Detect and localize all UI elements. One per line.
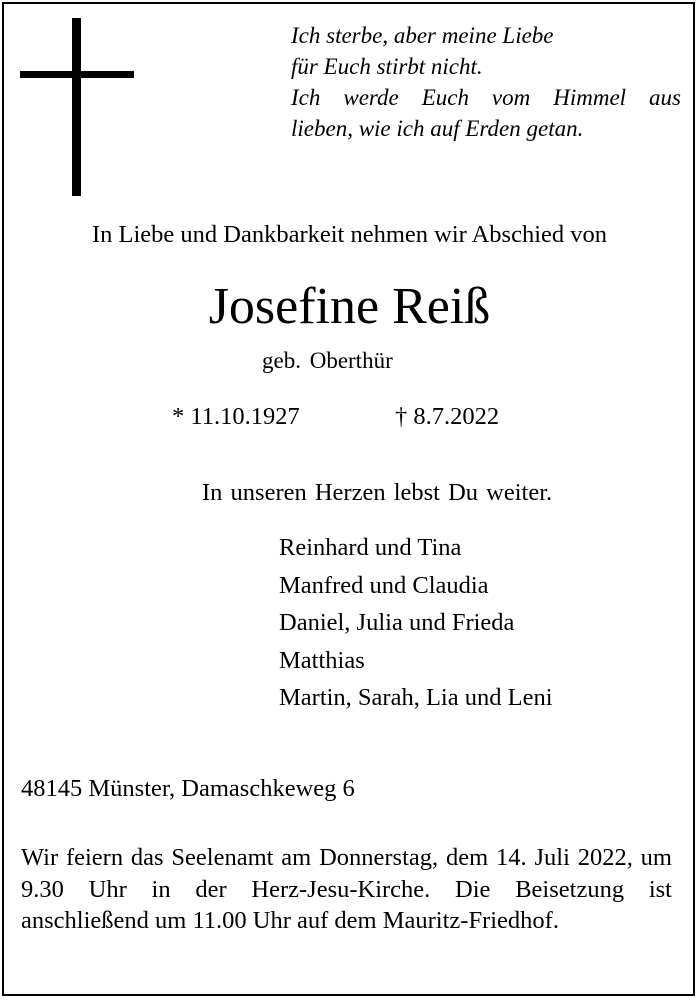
cross-icon <box>20 18 136 198</box>
family-member: Reinhard und Tina <box>279 534 462 561</box>
poem <box>291 20 681 144</box>
birth-name: geb. Oberthür <box>262 348 393 373</box>
poem-line: Ich sterbe, aber meine Liebe <box>291 23 554 48</box>
family-member: Daniel, Julia und Frieda <box>279 609 515 636</box>
address: 48145 Münster, Damaschkeweg 6 <box>21 775 355 802</box>
poem-line: Ich werde Euch vom Himmel aus <box>291 85 681 110</box>
intro-text: In Liebe und Dankbarkeit nehmen wir Abschied von <box>91 221 608 248</box>
family-member: Manfred und Claudia <box>279 571 489 599</box>
funeral-notice: Wir feiern das Seelenamt am Donnerstag, dem 14. Juli 2022, um 9.30 Uhr in der Herz-Jesu-Kirche. Die Beisetzung ist anschließend um 11.00 Uhr auf dem Mauritz-Friedhof. <box>21 844 672 934</box>
poem-line: lieben, wie ich auf Erden getan. <box>291 116 584 141</box>
family-member: Martin, Sarah, Lia und Leni <box>279 684 553 711</box>
family-list <box>279 529 553 717</box>
family-member: Matthias <box>279 646 365 674</box>
birth-date: * 11.10.1927 <box>172 403 300 430</box>
poem-line: für Euch stirbt nicht. <box>291 54 483 79</box>
deceased-name: Josefine Reiß <box>208 278 491 335</box>
closing-line: In unseren Herzen lebst Du weiter. <box>202 479 553 506</box>
death-date: † 8.7.2022 <box>395 403 500 430</box>
